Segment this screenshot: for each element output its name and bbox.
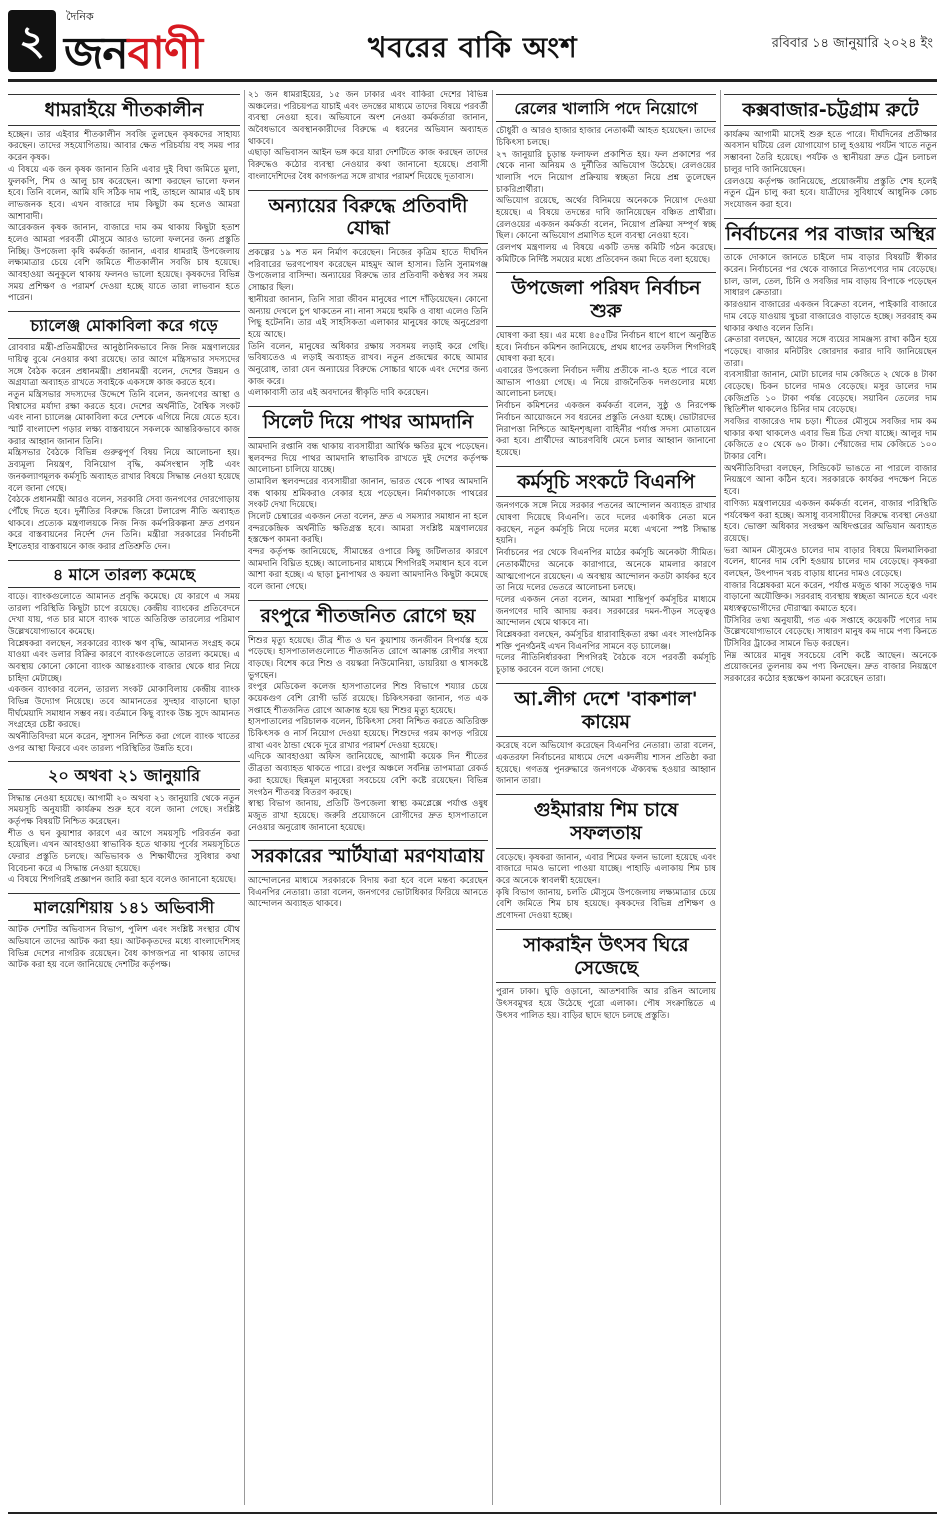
article-headline: রেলের খালাসি পদে নিয়োগে — [496, 94, 716, 122]
article-headline: ৪ মাসে তারল্য কমেছে — [8, 560, 240, 588]
article-headline: মালয়েশিয়ায় ১৪১ অভিবাসী — [8, 893, 240, 921]
masthead — [8, 6, 937, 82]
article-headline: উপজেলা পরিষদ নির্বাচন শুরু — [496, 272, 716, 327]
article-headline: রংপুরে শীতজনিত রোগে ছয় — [248, 600, 488, 632]
article-headline: সরকারের স্মার্টযাত্রা মরণযাত্রায় — [248, 840, 488, 872]
article-challenge — [8, 311, 240, 554]
article-headline: কক্সবাজার-চট্টগ্রাম রুটে — [724, 94, 937, 126]
article-body: চৌধুরী ও আরও হাজার হাজার নেতাকর্মী আহত হয়েছেন। তাদের চিকিৎসা চলছে। ২৭ জানুয়ারি চূড়ান্ত ফলাফল প্রকাশিত হয়। ফল প্রকাশের পর থেকে নানা অনিয়ম ও দুর্নীতির অভিযোগ উঠেছে। রেলওয়ের খালাসি পদে নিয়োগ প্রক্রিয়ায় স্বচ্ছতা নিয়ে প্রশ্ন তুলেছেন চাকরিপ্রার্থীরা। অভিযোগ রয়েছে, অর্থের বিনিময়ে অনেককে নিয়োগ দেওয়া হয়েছে। এ বিষয়ে তদন্তের দাবি জানিয়েছেন বঞ্চিত প্রার্থীরা। রেলওয়ের একজন কর্মকর্তা বলেন, নিয়োগ প্রক্রিয়া সম্পূর্ণ স্বচ্ছ ছিল। কোনো অভিযোগ প্রমাণিত হলে ব্যবস্থা নেওয়া হবে। রেলপথ মন্ত্রণালয় এ বিষয়ে একটি তদন্ত কমিটি গঠন করেছে। কমিটিকে নির্দিষ্ট সময়ের মধ্যে প্রতিবেদন জমা দিতে বলা হয়েছে। — [496, 126, 716, 265]
article-body: সিদ্ধান্ত নেওয়া হয়েছে। আগামী ২০ অথবা ২১ জানুয়ারি থেকে নতুন সময়সূচি অনুযায়ী কার্যক্রম শুরু হবে বলে জানা গেছে। সংশ্লিষ্ট কর্তৃপক্ষ বিষয়টি নিশ্চিত করেছেন। শীত ও ঘন কুয়াশার কারণে এর আগে সময়সূচি পরিবর্তন করা হয়েছিল। এখন আবহাওয়া স্বাভাবিক হতে থাকায় পূর্বের সময়সূচিতে ফেরার প্রস্তুতি চলছে। অভিভাবক ও শিক্ষার্থীদের সুবিধার কথা বিবেচনা করে এ সিদ্ধান্ত নেওয়া হয়েছে। এ বিষয়ে শিগগিরই প্রজ্ঞাপন জারি করা হবে বলেও জানানো হয়েছে। — [8, 793, 240, 886]
article-jan20 — [8, 761, 240, 887]
article-sarkar — [248, 840, 488, 911]
column-4 — [724, 90, 937, 1505]
article-cox — [724, 94, 937, 212]
article-headline: কর্মসূচি সংকটে বিএনপি — [496, 466, 716, 498]
article-tarunya — [8, 560, 240, 756]
column-divider — [244, 90, 245, 1505]
article-body: বাড়ে। ব্যাংকগুলোতে আমানত প্রবৃদ্ধি কমেছে। যে কারণে এ সময় তারল্য পরিস্থিতি কিছুটা চাপে রয়েছে। কেন্দ্রীয় ব্যাংকের প্রতিবেদনে দেখা যায়, গত চার মাসে ব্যাংক খাতে অতিরিক্ত তারল্যের পরিমাণ উল্লেখযোগ্যভাবে কমেছে। বিশ্লেষকরা বলছেন, সরকারের ব্যাংক ঋণ বৃদ্ধি, আমানত সংগ্রহ কমে যাওয়া এবং ডলার বিক্রির কারণে ব্যাংকগুলোতে তারল্য কমেছে। এ অবস্থায় কোনো কোনো ব্যাংক আন্তঃব্যাংক বাজার থেকে ধার নিয়ে চাহিদা মেটাচ্ছে। একজন ব্যাংকার বলেন, তারল্য সংকট মোকাবিলায় কেন্দ্রীয় ব্যাংক বিভিন্ন উদ্যোগ নিয়েছে। তবে আমানতের সুদহার বাড়ানো ছাড়া দীর্ঘমেয়াদি সমাধান সম্ভব নয়। বর্তমানে কিছু ব্যাংক উচ্চ সুদে আমানত সংগ্রহের চেষ্টা করছে। অর্থনীতিবিদরা মনে করেন, সুশাসন নিশ্চিত করা গেলে ব্যাংক খাতের ওপর আস্থা ফিরবে এবং তারল্য পরিস্থিতির উন্নতি হবে। — [8, 591, 240, 754]
dainik-label: দৈনিক — [66, 10, 94, 23]
article-dhamrai — [8, 94, 240, 305]
article-body: বেড়েছে। কৃষকরা জানান, এবার শিমের ফলন ভালো হয়েছে এবং বাজারে দামও ভালো পাওয়া যাচ্ছে। পাহাড়ি এলাকায় শিম চাষ করে অনেকে স্বাবলম্বী হয়েছেন। কৃষি বিভাগ জানায়, চলতি মৌসুমে উপজেলায় লক্ষ্যমাত্রার চেয়ে বেশি জমিতে শিম চাষ হয়েছে। কৃষকদের বিভিন্ন প্রশিক্ষণ ও প্রণোদনা দেওয়া হচ্ছে। — [496, 852, 716, 922]
article-body: শিশুর মৃত্যু হয়েছে। তীব্র শীত ও ঘন কুয়াশায় জনজীবন বিপর্যস্ত হয়ে পড়েছে। হাসপাতালগুলোতে শীতজনিত রোগে আক্রান্ত রোগীর সংখ্যা বাড়ছে। বিশেষ করে শিশু ও বয়স্করা নিউমোনিয়া, ডায়রিয়া ও শ্বাসকষ্টে ভুগছেন। রংপুর মেডিকেল কলেজ হাসপাতালের শিশু বিভাগে শয্যার চেয়ে কয়েকগুণ বেশি রোগী ভর্তি রয়েছে। চিকিৎসকরা জানান, গত এক সপ্তাহে শীতজনিত রোগে আক্রান্ত হয়ে ছয় শিশুর মৃত্যু হয়েছে। হাসপাতালের পরিচালক বলেন, চিকিৎসা সেবা নিশ্চিত করতে অতিরিক্ত চিকিৎসক ও নার্স নিয়োগ দেওয়া হয়েছে। শিশুদের গরম কাপড় পরিয়ে রাখা এবং ঠান্ডা থেকে দূরে রাখার পরামর্শ দেওয়া হয়েছে। এদিকে আবহাওয়া অফিস জানিয়েছে, আগামী কয়েক দিন শীতের তীব্রতা অব্যাহত থাকতে পারে। রংপুর অঞ্চলে সর্বনিম্ন তাপমাত্রা রেকর্ড করা হয়েছে। ছিন্নমূল মানুষেরা সবচেয়ে বেশি কষ্টে রয়েছেন। বিভিন্ন সংগঠন শীতবস্ত্র বিতরণ করছে। স্বাস্থ্য বিভাগ জানায়, প্রতিটি উপজেলা স্বাস্থ্য কমপ্লেক্সে পর্যাপ্ত ওষুধ মজুত রাখা হয়েছে। জরুরি প্রয়োজনে রোগীদের দ্রুত হাসপাতালে নেওয়ার অনুরোধ জানানো হয়েছে। — [248, 635, 488, 833]
article-anyay — [248, 190, 488, 401]
logo-part-2: বাণী — [127, 28, 203, 79]
section-title: খবরের বাকি অংশ — [368, 31, 578, 64]
article-headline: গুইমারায় শিম চাষে সফলতায় — [496, 794, 716, 849]
article-sylhet — [248, 406, 488, 594]
article-headline: অন্যায়ের বিরুদ্ধে প্রতিবাদী যোদ্ধা — [248, 190, 488, 245]
article-bazar — [724, 218, 937, 686]
column-divider — [720, 90, 721, 1505]
article-body: ২১ জন ধামরাইয়ের, ১৫ জন ঢাকার এবং বাকিরা দেশের বিভিন্ন অঞ্চলের। পরিচয়পত্র যাচাই এবং তদন্তের মাধ্যমে তাদের বিষয়ে পরবর্তী ব্যবস্থা নেওয়া হবে। অভিযানে অংশ নেওয়া কর্মকর্তারা জানান, অবৈধভাবে অবস্থানকারীদের বিরুদ্ধে এ ধরনের অভিযান অব্যাহত থাকবে। এছাড়া অভিবাসন আইন ভঙ্গ করে যারা দেশটিতে কাজ করছেন তাদের বিরুদ্ধেও কঠোর ব্যবস্থা নেওয়ার কথা জানানো হয়েছে। প্রবাসী বাংলাদেশিদের বৈধ কাগজপত্র সঙ্গে রাখার পরামর্শ দিয়েছে দূতাবাস। — [248, 90, 488, 182]
article-headline: ২০ অথবা ২১ জানুয়ারি — [8, 761, 240, 789]
article-body: আমদানি রপ্তানি বন্ধ থাকায় ব্যবসায়ীরা আর্থিক ক্ষতির মুখে পড়েছেন। স্থলবন্দর দিয়ে পাথর আমদানি স্বাভাবিক রাখতে দুই দেশের কর্তৃপক্ষ আলোচনা চালিয়ে যাচ্ছে। তামাবিল স্থলবন্দরের ব্যবসায়ীরা জানান, ভারত থেকে পাথর আমদানি বন্ধ থাকায় শ্রমিকরাও বেকার হয়ে পড়েছেন। নির্মাণকাজে পাথরের সংকট দেখা দিয়েছে। সিলেট চেম্বারের একজন নেতা বলেন, দ্রুত এ সমস্যার সমাধান না হলে বন্দরকেন্দ্রিক অর্থনীতি ক্ষতিগ্রস্ত হবে। আমরা সংশ্লিষ্ট মন্ত্রণালয়ের হস্তক্ষেপ কামনা করছি। বন্দর কর্তৃপক্ষ জানিয়েছে, সীমান্তের ওপারে কিছু জটিলতার কারণে আমদানি বিঘ্নিত হচ্ছে। আলোচনার মাধ্যমে শিগগিরই সমাধান হবে বলে আশা করা হচ্ছে। এ ছাড়া চুনাপাথর ও কয়লা আমদানিও কিছুটা কমেছে বলে জানা গেছে। — [248, 441, 488, 593]
article-bnp — [496, 466, 716, 677]
article-rangpur — [248, 600, 488, 834]
article-awami — [496, 683, 716, 788]
column-2 — [248, 90, 488, 1505]
article-body: কার্যক্রম আগামী মাসেই শুরু হতে পারে। দীর্ঘদিনের প্রতীক্ষার অবসান ঘটিয়ে রেল যোগাযোগ চালু হওয়ায় পর্যটন খাতে নতুন সম্ভাবনা তৈরি হয়েছে। পর্যটক ও স্থানীয়রা দ্রুত ট্রেন চলাচল চালুর দাবি জানিয়েছেন। রেলওয়ে কর্তৃপক্ষ জানিয়েছে, প্রয়োজনীয় প্রস্তুতি শেষ হলেই নতুন ট্রেন চালু করা হবে। যাত্রীদের সুবিধার্থে আধুনিক কোচ সংযোজন করা হবে। — [724, 129, 937, 210]
article-headline: ধামরাইয়ে শীতকালীন — [8, 94, 240, 126]
article-body: প্রকল্পের ১৯ শত মন নির্মাণ করেছেন। নিজের কৃত্রিম হাতে দীর্ঘদিন পরিবারের ভরণপোষণ করেছেন মাহমুদ আল হাসান। তিনি সুনামগঞ্জ উপজেলার বাসিন্দা। অন্যায়ের বিরুদ্ধে তার প্রতিবাদী কণ্ঠস্বর সব সময় সোচ্চার ছিল। স্থানীয়রা জানান, তিনি সারা জীবন মানুষের পাশে দাঁড়িয়েছেন। কোনো অন্যায় দেখলে চুপ থাকতেন না। নানা সময়ে হুমকি ও বাধা এলেও তিনি পিছু হটেননি। তার এই সাহসিকতা এলাকার মানুষের কাছে অনুপ্রেরণা হয়ে আছে। তিনি বলেন, মানুষের অধিকার রক্ষায় সবসময় লড়াই করে গেছি। ভবিষ্যতেও এ লড়াই অব্যাহত রাখব। নতুন প্রজন্মের কাছে আমার অনুরোধ, তারা যেন অন্যায়ের বিরুদ্ধে সোচ্চার থাকে এবং দেশের জন্য কাজ করে। এলাকাবাসী তার এই অবদানের স্বীকৃতি দাবি করেছেন। — [248, 248, 488, 399]
column-1 — [8, 90, 240, 1505]
bottom-rule — [8, 1512, 937, 1514]
column-3 — [496, 90, 716, 1505]
article-headline: আ.লীগ দেশে 'বাকশাল' কায়েম — [496, 683, 716, 738]
article-body: আন্দোলনের মাধ্যমে সরকারকে বিদায় করা হবে বলে মন্তব্য করেছেন বিএনপির নেতারা। তারা বলেন, জনগণের ভোটাধিকার ফিরিয়ে আনতে আন্দোলন অব্যাহত থাকবে। — [248, 876, 488, 910]
article-body: করেছে বলে অভিযোগ করেছেন বিএনপির নেতারা। তারা বলেন, একতরফা নির্বাচনের মাধ্যমে দেশে একদলীয় শাসন প্রতিষ্ঠা করা হয়েছে। গণতন্ত্র পুনরুদ্ধারে জনগণকে ঐক্যবদ্ধ হওয়ার আহ্বান জানান তারা। — [496, 741, 716, 787]
article-body: জনগণকে সঙ্গে নিয়ে সরকার পতনের আন্দোলন অব্যাহত রাখার ঘোষণা দিয়েছে বিএনপি। তবে দলের একাধিক নেতা মনে করছেন, নতুন কর্মসূচি নিয়ে দলের মধ্যে এখনো স্পষ্ট সিদ্ধান্ত হয়নি। নির্বাচনের পর থেকে বিএনপির মাঠের কর্মসূচি অনেকটা সীমিত। নেতাকর্মীদের অনেকে কারাগারে, অনেকে মামলার কারণে আত্মগোপনে রয়েছেন। এ অবস্থায় আন্দোলন কতটা কার্যকর হবে তা নিয়ে দলের ভেতরে আলোচনা চলছে। দলের একজন নেতা বলেন, আমরা শান্তিপূর্ণ কর্মসূচির মাধ্যমে জনগণের দাবি আদায় করব। সরকারের দমন-পীড়ন সত্ত্বেও আন্দোলন থেমে থাকবে না। বিশ্লেষকরা বলছেন, কর্মসূচির ধারাবাহিকতা রক্ষা এবং সাংগঠনিক শক্তি পুনর্গঠনই এখন বিএনপির সামনে বড় চ্যালেঞ্জ। দলের নীতিনির্ধারকরা শিগগিরই বৈঠকে বসে পরবর্তী কর্মসূচি চূড়ান্ত করবেন বলে জানা গেছে। — [496, 501, 716, 676]
newspaper-logo — [64, 20, 202, 93]
article-c2top — [248, 90, 488, 184]
article-headline: চ্যালেঞ্জ মোকাবিলা করে গড়ে — [8, 311, 240, 339]
article-body: পুরান ঢাকা। ঘুড়ি ওড়ানো, আতশবাজি আর রঙিন আলোয় উৎসবমুখর হয়ে উঠেছে পুরো এলাকা। পৌষ সংক্রান্তিতে এ উৎসব পালিত হয়। বাড়ির ছাদে ছাদে চলছে প্রস্তুতি। — [496, 987, 716, 1021]
date-line: রবিবার ১৪ জানুয়ারি ২০২৪ ইং — [771, 36, 933, 51]
article-headline: সিলেট দিয়ে পাথর আমদানি — [248, 406, 488, 438]
page-number: ২ — [8, 10, 56, 72]
article-guimara — [496, 794, 716, 923]
article-headline: নির্বাচনের পর বাজার অস্থির — [724, 218, 937, 250]
article-sakrain — [496, 929, 716, 1023]
column-divider — [492, 90, 493, 1505]
article-body: হচ্ছেন। তার এইবার শীতকালীন সবজি তুলছেন কৃষকদের সাহায্য করছেন। তাদের সহযোগিতায়। আবার ক্ষেত পরিচর্যায় বহু সময় পার করেন কৃষক। এ বিষয়ে এক জন কৃষক জানান তিনি এবার দুই বিঘা জমিতে মুলা, ফুলকপি, শিম ও আলু চাষ করেছেন। আশা করছেন ভালো ফলন হবে। তিনি বলেন, আমি যদি সঠিক দাম পাই, তাহলে আমার এই চাষ লাভজনক হবে। এখন বাজারে দাম কিছুটা কম হলেও আমরা আশাবাদী। আরেকজন কৃষক জানান, বাজারে দাম কম থাকায় কিছুটা হতাশ হলেও আমরা পরবর্তী মৌসুমে আরও ভালো ফলনের জন্য প্রস্তুতি নিচ্ছি। উপজেলা কৃষি কর্মকর্তা জানান, এবার ধামরাই উপজেলায় লক্ষ্যমাত্রার চেয়ে বেশি জমিতে শীতকালীন সবজি চাষ হয়েছে। আবহাওয়া অনুকূলে থাকায় ফলনও ভালো হয়েছে। কৃষকদের বিভিন্ন সময় প্রশিক্ষণ ও পরামর্শ দেওয়া হচ্ছে যাতে তারা লাভবান হতে পারেন। — [8, 129, 240, 304]
article-headline: সাকরাইন উৎসব ঘিরে সেজেছে — [496, 929, 716, 984]
article-rail — [496, 94, 716, 266]
logo-part-1: জন — [64, 28, 128, 79]
article-upazila — [496, 272, 716, 459]
article-body: ঘোষণা করা হয়। এর মধ্যে ৪৫৫টির নির্বাচন ধাপে ধাপে অনুষ্ঠিত হবে। নির্বাচন কমিশন জানিয়েছে, প্রথম ধাপের তফসিল শিগগিরই ঘোষণা করা হবে। এবারের উপজেলা নির্বাচন দলীয় প্রতীকে না-ও হতে পারে বলে আভাস পাওয়া গেছে। এ নিয়ে রাজনৈতিক দলগুলোর মধ্যে আলোচনা চলছে। নির্বাচন কমিশনের একজন কর্মকর্তা বলেন, সুষ্ঠু ও নিরপেক্ষ নির্বাচন আয়োজনে সব ধরনের প্রস্তুতি নেওয়া হচ্ছে। ভোটারদের নিরাপত্তা নিশ্চিতে আইনশৃঙ্খলা বাহিনীর পর্যাপ্ত সদস্য মোতায়েন করা হবে। প্রার্থীদের আচরণবিধি মেনে চলার আহ্বান জানানো হয়েছে। — [496, 331, 716, 458]
article-body: আটক দেশটির অভিবাসন বিভাগ, পুলিশ এবং সংশ্লিষ্ট সংস্থার যৌথ অভিযানে তাদের আটক করা হয়। আটককৃতদের মধ্যে বাংলাদেশিসহ বিভিন্ন দেশের নাগরিক রয়েছেন। বৈধ কাগজপত্র না থাকায় তাদের আটক করা হয় বলে জানিয়েছে দেশটির কর্তৃপক্ষ। — [8, 925, 240, 971]
article-body: তাকে দোকানে জানতে চাইলে দাম বাড়ার বিষয়টি স্বীকার করেন। নির্বাচনের পর থেকে বাজারে নিত্যপণ্যের দাম বেড়েছে। চাল, ডাল, তেল, চিনি ও সবজির দাম বাড়ায় বিপাকে পড়েছেন সাধারণ ক্রেতারা। কারওয়ান বাজারের একজন বিক্রেতা বলেন, পাইকারি বাজারে দাম বেড়ে যাওয়ায় খুচরা বাজারেও বাড়াতে হচ্ছে। সরবরাহ কম থাকার কথাও বলেন তিনি। ক্রেতারা বলছেন, আয়ের সঙ্গে ব্যয়ের সামঞ্জস্য রাখা কঠিন হয়ে পড়েছে। বাজার মনিটরিং জোরদার করার দাবি জানিয়েছেন তারা। ব্যবসায়ীরা জানান, মোটা চালের দাম কেজিতে ২ থেকে ৪ টাকা বেড়েছে। চিকন চালের দামও বেড়েছে। মসুর ডালের দাম কেজিপ্রতি ১০ টাকা পর্যন্ত বেড়েছে। সয়াবিন তেলের দাম স্থিতিশীল থাকলেও চিনির দাম বেড়েছে। সবজির বাজারেও দাম চড়া। শীতের মৌসুমে সবজির দাম কম থাকার কথা থাকলেও এবার ভিন্ন চিত্র দেখা যাচ্ছে। আলুর দাম কেজিতে ৫০ থেকে ৬০ টাকা। পেঁয়াজের দাম কেজিতে ১০০ টাকার বেশি। অর্থনীতিবিদরা বলছেন, সিন্ডিকেট ভাঙতে না পারলে বাজার নিয়ন্ত্রণে আনা কঠিন হবে। সরকারকে কার্যকর পদক্ষেপ নিতে হবে। বাণিজ্য মন্ত্রণালয়ের একজন কর্মকর্তা বলেন, বাজার পরিস্থিতি পর্যবেক্ষণ করা হচ্ছে। অসাধু ব্যবসায়ীদের বিরুদ্ধে ব্যবস্থা নেওয়া হবে। ভোক্তা অধিকার সংরক্ষণ অধিদপ্তরের অভিযান অব্যাহত রয়েছে। ভরা আমন মৌসুমেও চালের দাম বাড়ার বিষয়ে মিলমালিকরা বলেন, ধানের দাম বেশি হওয়ায় চালের দাম বেড়েছে। কৃষকরা বলছেন, উৎপাদন খরচ বাড়ায় ধানের দামও বেড়েছে। বাজার বিশ্লেষকরা মনে করেন, পর্যাপ্ত মজুত থাকা সত্ত্বেও দাম বাড়ানো অযৌক্তিক। সরবরাহ ব্যবস্থায় স্বচ্ছতা আনতে হবে এবং মধ্যস্বত্বভোগীদের দৌরাত্ম্য কমাতে হবে। টিসিবির তথ্য অনুযায়ী, গত এক সপ্তাহে কয়েকটি পণ্যের দাম উল্লেখযোগ্যভাবে বেড়েছে। সাধারণ মানুষ কম দামে পণ্য কিনতে টিসিবির ট্রাকের সামনে ভিড় করছেন। নিম্ন আয়ের মানুষ সবচেয়ে বেশি কষ্টে আছেন। অনেকে প্রয়োজনের তুলনায় কম পণ্য কিনছেন। দ্রুত বাজার নিয়ন্ত্রণে সরকারের কঠোর হস্তক্ষেপ কামনা করেছেন তারা। — [724, 253, 937, 685]
article-malaysia — [8, 893, 240, 972]
article-body: রোববার মন্ত্রী-প্রতিমন্ত্রীদের আনুষ্ঠানিকভাবে নিজ নিজ মন্ত্রণালয়ের দায়িত্ব বুঝে নেওয়ার কথা রয়েছে। তার আগে মন্ত্রিসভার সদস্যদের সঙ্গে বৈঠক করেন প্রধানমন্ত্রী। প্রধানমন্ত্রী বলেন, দেশের উন্নয়ন ও অগ্রযাত্রা অব্যাহত রাখতে সবাইকে একসঙ্গে কাজ করতে হবে। নতুন মন্ত্রিসভার সদস্যদের উদ্দেশে তিনি বলেন, জনগণের আস্থা ও বিশ্বাসের মর্যাদা রক্ষা করতে হবে। দেশের অর্থনীতি, বৈশ্বিক সংকট এবং নানা চ্যালেঞ্জ মোকাবিলা করে দেশকে এগিয়ে নিয়ে যেতে হবে। স্মার্ট বাংলাদেশ গড়ার লক্ষ্য বাস্তবায়নে সকলকে আন্তরিকভাবে কাজ করার আহ্বান জানান তিনি। মন্ত্রিসভার বৈঠকে বিভিন্ন গুরুত্বপূর্ণ বিষয় নিয়ে আলোচনা হয়। দ্রব্যমূল্য নিয়ন্ত্রণ, বিনিয়োগ বৃদ্ধি, কর্মসংস্থান সৃষ্টি এবং জনকল্যাণমূলক কর্মসূচি অব্যাহত রাখার বিষয়ে সিদ্ধান্ত নেওয়া হয়েছে বলে জানা গেছে। বৈঠকে প্রধানমন্ত্রী আরও বলেন, সরকারি সেবা জনগণের দোরগোড়ায় পৌঁছে দিতে হবে। দুর্নীতির বিরুদ্ধে জিরো টলারেন্স নীতি অব্যাহত থাকবে। প্রত্যেক মন্ত্রণালয়কে নিজ নিজ কর্মপরিকল্পনা দ্রুত প্রণয়ন করে বাস্তবায়নের নির্দেশ দেন তিনি। মন্ত্রীরা সরকারের নির্বাচনী ইশতেহার বাস্তবায়নে কাজ করার প্রতিশ্রুতি দেন। — [8, 343, 240, 552]
